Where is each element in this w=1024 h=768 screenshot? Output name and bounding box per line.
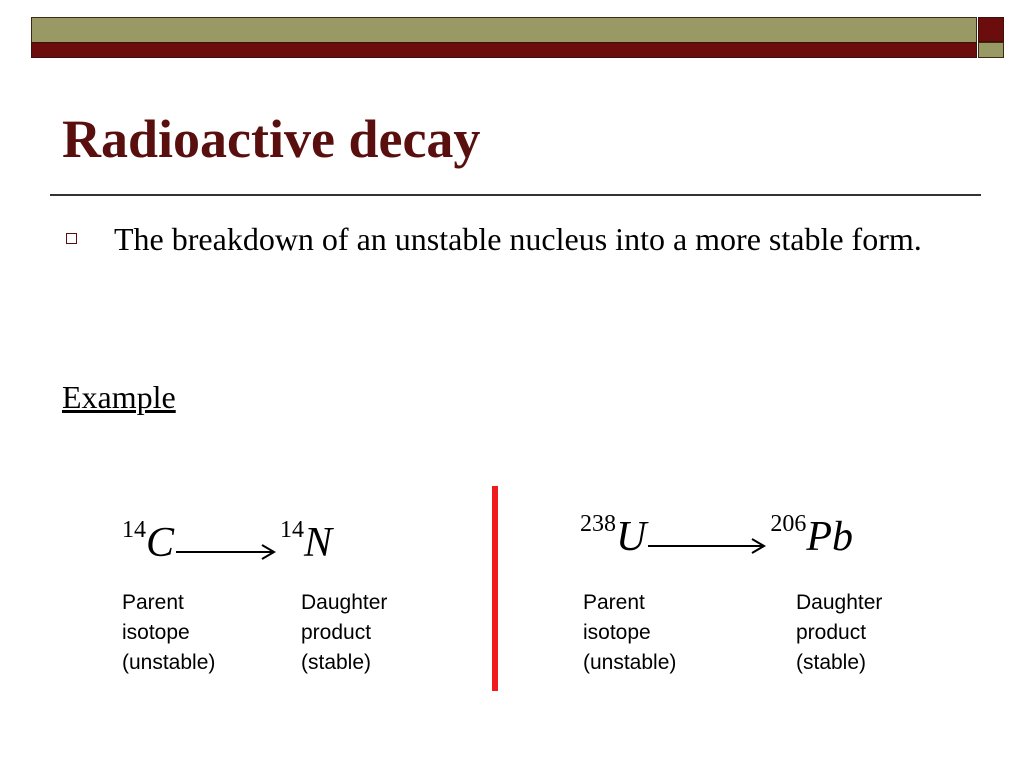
parent-symbol: U: [616, 514, 647, 560]
daughter-product-label: Daughter product (stable): [301, 591, 388, 674]
title-underline-rule: [50, 194, 981, 196]
header-corner-maroon: [978, 17, 1004, 42]
daughter-mass-number: 206: [770, 511, 807, 537]
daughter-mass-number: 14: [280, 517, 305, 543]
daughter-product-label: Daughter product (stable): [796, 591, 883, 674]
parent-isotope-label: Parent isotope (unstable): [122, 591, 216, 674]
parent-mass-number: 238: [580, 511, 616, 537]
parent-symbol: C: [146, 520, 175, 566]
decay-arrow-icon: [646, 536, 770, 556]
header-banner-olive: [31, 17, 977, 43]
reaction-uranium-equation: [580, 511, 853, 560]
daughter-symbol: Pb: [806, 514, 853, 560]
header-banner-maroon: [31, 42, 977, 58]
header-corner-olive: [978, 42, 1004, 58]
square-bullet-icon: [66, 233, 77, 244]
example-heading: Example: [62, 379, 176, 415]
decay-arrow-icon: [174, 542, 280, 562]
daughter-symbol: N: [304, 520, 333, 566]
parent-isotope-label: Parent isotope (unstable): [583, 591, 677, 674]
parent-mass-number: 14: [122, 517, 146, 543]
bullet-text: The breakdown of an unstable nucleus into a more stable form.: [114, 221, 922, 257]
slide-title: Radioactive decay: [62, 109, 481, 169]
red-divider-line: [492, 486, 498, 691]
reaction-carbon-equation: [122, 517, 333, 566]
